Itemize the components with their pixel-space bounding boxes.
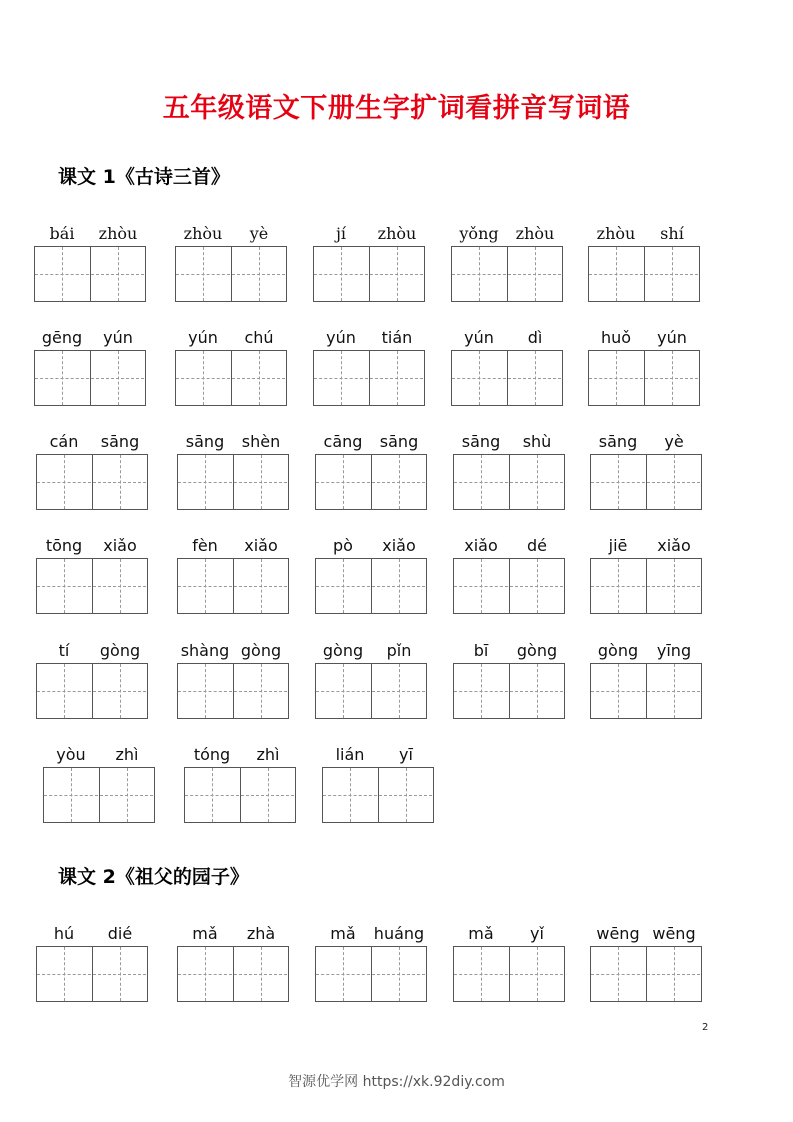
writing-box[interactable] (177, 663, 289, 719)
pinyin-label: jiē (608, 536, 628, 555)
tian-zi-ge-square[interactable] (92, 559, 146, 613)
guide-line-vertical (481, 455, 482, 509)
tian-zi-ge-square[interactable] (371, 559, 425, 613)
guide-line-vertical (674, 455, 675, 509)
tian-zi-ge-square[interactable] (646, 664, 700, 718)
guide-line-vertical (261, 664, 262, 718)
word-cell (177, 924, 289, 981)
writing-box[interactable] (590, 454, 702, 510)
pinyin-label: sāng (185, 432, 225, 451)
writing-box[interactable] (315, 946, 427, 1002)
writing-box[interactable] (588, 246, 700, 302)
tian-zi-ge-square[interactable] (591, 559, 645, 613)
guide-line-vertical (616, 247, 617, 301)
guide-line-vertical (261, 559, 262, 613)
guide-line-vertical (127, 768, 128, 822)
tian-zi-ge-square[interactable] (176, 351, 230, 405)
tian-zi-ge-square[interactable] (35, 247, 89, 301)
word-cell (315, 924, 427, 981)
pinyin-label: zhòu (98, 224, 138, 243)
pinyin-label: mǎ (330, 924, 356, 943)
tian-zi-ge-square[interactable] (644, 247, 698, 301)
pinyin-label: pǐn (386, 641, 412, 660)
pinyin-label: yún (188, 328, 218, 347)
pinyin-label: gòng (597, 641, 639, 660)
page-title: 五年级语文下册生字扩词看拼音写词语 (162, 93, 631, 124)
tian-zi-ge-square[interactable] (369, 351, 423, 405)
guide-line-vertical (212, 768, 213, 822)
tian-zi-ge-square[interactable] (454, 559, 508, 613)
tian-zi-ge-square[interactable] (44, 768, 98, 822)
tian-zi-ge-square[interactable] (454, 664, 508, 718)
guide-line-vertical (268, 768, 269, 822)
pinyin-label: cán (49, 432, 79, 451)
writing-box[interactable] (313, 350, 425, 406)
word-cell (184, 745, 296, 802)
tian-zi-ge-square[interactable] (316, 664, 370, 718)
tian-zi-ge-square[interactable] (454, 455, 508, 509)
guide-line-vertical (479, 247, 480, 301)
guide-line-vertical (537, 947, 538, 1001)
guide-line-vertical (672, 247, 673, 301)
word-cell (453, 641, 565, 698)
pinyin-label: bái (49, 224, 75, 243)
pinyin-label: lián (335, 745, 365, 764)
tian-zi-ge-square[interactable] (507, 351, 561, 405)
word-cell (451, 224, 563, 281)
guide-line-vertical (535, 351, 536, 405)
pinyin-label: yún (464, 328, 494, 347)
guide-line-vertical (118, 351, 119, 405)
tian-zi-ge-square[interactable] (233, 455, 287, 509)
guide-line-vertical (618, 664, 619, 718)
word-cell (315, 536, 427, 593)
word-cell (590, 536, 702, 593)
pinyin-label: yòu (56, 745, 86, 764)
pinyin-label: yún (657, 328, 687, 347)
tian-zi-ge-square[interactable] (99, 768, 153, 822)
guide-line-vertical (399, 455, 400, 509)
guide-line-vertical (674, 664, 675, 718)
writing-box[interactable] (322, 767, 434, 823)
word-cell (34, 328, 146, 385)
writing-box[interactable] (590, 558, 702, 614)
tian-zi-ge-square[interactable] (591, 664, 645, 718)
tian-zi-ge-square[interactable] (231, 247, 285, 301)
pinyin-label: zhòu (183, 224, 223, 243)
word-cell (315, 432, 427, 489)
tian-zi-ge-square[interactable] (176, 247, 230, 301)
writing-box[interactable] (36, 663, 148, 719)
lesson-1-heading: 课文 1《古诗三首》 (58, 166, 230, 188)
pinyin-label: zhì (256, 745, 280, 764)
pinyin-label: shí (660, 224, 684, 243)
tian-zi-ge-square[interactable] (37, 455, 91, 509)
pinyin-label: zhà (246, 924, 276, 943)
guide-line-vertical (399, 664, 400, 718)
pinyin-label: bī (473, 641, 489, 660)
guide-line-vertical (62, 247, 63, 301)
pinyin-label: xiǎo (244, 536, 278, 555)
tian-zi-ge-square[interactable] (591, 455, 645, 509)
guide-line-vertical (537, 559, 538, 613)
tian-zi-ge-square[interactable] (316, 947, 370, 1001)
pinyin-label: wēng (652, 924, 696, 943)
tian-zi-ge-square[interactable] (178, 664, 232, 718)
writing-box[interactable] (590, 663, 702, 719)
tian-zi-ge-square[interactable] (454, 947, 508, 1001)
pinyin-label: sāng (100, 432, 140, 451)
pinyin-label: dié (107, 924, 133, 943)
tian-zi-ge-square[interactable] (509, 947, 563, 1001)
guide-line-vertical (205, 664, 206, 718)
guide-line-vertical (205, 455, 206, 509)
writing-box[interactable] (184, 767, 296, 823)
writing-box[interactable] (34, 246, 146, 302)
tian-zi-ge-square[interactable] (90, 351, 144, 405)
writing-box[interactable] (36, 558, 148, 614)
tian-zi-ge-square[interactable] (240, 768, 294, 822)
writing-box[interactable] (453, 946, 565, 1002)
guide-line-vertical (343, 947, 344, 1001)
pinyin-label: tián (381, 328, 413, 347)
tian-zi-ge-square[interactable] (371, 947, 425, 1001)
word-cell (451, 328, 563, 385)
word-cell (36, 432, 148, 489)
guide-line-vertical (350, 768, 351, 822)
writing-box[interactable] (43, 767, 155, 823)
tian-zi-ge-square[interactable] (452, 247, 506, 301)
word-cell (322, 745, 434, 802)
pinyin-label: yīng (656, 641, 692, 660)
tian-zi-ge-square[interactable] (37, 559, 91, 613)
writing-box[interactable] (453, 663, 565, 719)
tian-zi-ge-square[interactable] (314, 247, 368, 301)
word-cell (590, 924, 702, 981)
word-cell (175, 328, 287, 385)
guide-line-vertical (399, 559, 400, 613)
writing-box[interactable] (315, 663, 427, 719)
writing-box[interactable] (453, 558, 565, 614)
pinyin-label: yè (664, 432, 684, 451)
pinyin-label: sāng (598, 432, 638, 451)
word-cell (43, 745, 155, 802)
word-cell (453, 924, 565, 981)
guide-line-vertical (62, 351, 63, 405)
pinyin-label: sāng (379, 432, 419, 451)
word-cell (453, 432, 565, 489)
word-cell (177, 432, 289, 489)
pinyin-label: yǒng (459, 224, 499, 243)
page-number: 2 (702, 1022, 709, 1033)
tian-zi-ge-square[interactable] (369, 247, 423, 301)
writing-box[interactable] (34, 350, 146, 406)
guide-line-vertical (674, 559, 675, 613)
writing-box[interactable] (177, 558, 289, 614)
tian-zi-ge-square[interactable] (178, 947, 232, 1001)
guide-line-vertical (120, 559, 121, 613)
pinyin-label: gòng (516, 641, 558, 660)
pinyin-label: wēng (596, 924, 640, 943)
pinyin-label: huǒ (600, 328, 632, 347)
pinyin-label: sāng (461, 432, 501, 451)
writing-box[interactable] (588, 350, 700, 406)
tian-zi-ge-square[interactable] (371, 455, 425, 509)
tian-zi-ge-square[interactable] (314, 351, 368, 405)
guide-line-vertical (64, 664, 65, 718)
word-cell (177, 536, 289, 593)
guide-line-vertical (616, 351, 617, 405)
tian-zi-ge-square[interactable] (509, 455, 563, 509)
guide-line-vertical (406, 768, 407, 822)
pinyin-label: shù (522, 432, 552, 451)
guide-line-vertical (259, 247, 260, 301)
guide-line-vertical (481, 559, 482, 613)
tian-zi-ge-square[interactable] (185, 768, 239, 822)
guide-line-vertical (341, 351, 342, 405)
pinyin-label: dì (527, 328, 543, 347)
tian-zi-ge-square[interactable] (316, 559, 370, 613)
writing-box[interactable] (590, 946, 702, 1002)
pinyin-label: fèn (192, 536, 218, 555)
writing-box[interactable] (36, 454, 148, 510)
pinyin-label: yún (326, 328, 356, 347)
word-cell (36, 924, 148, 981)
writing-box[interactable] (36, 946, 148, 1002)
guide-line-vertical (203, 351, 204, 405)
guide-line-vertical (399, 947, 400, 1001)
pinyin-label: shèn (241, 432, 281, 451)
writing-box[interactable] (177, 454, 289, 510)
tian-zi-ge-square[interactable] (323, 768, 377, 822)
tian-zi-ge-square[interactable] (452, 351, 506, 405)
pinyin-label: jí (335, 224, 347, 243)
word-cell (315, 641, 427, 698)
tian-zi-ge-square[interactable] (233, 947, 287, 1001)
footer-watermark: 智源优学网 https://xk.92diy.com (288, 1074, 505, 1090)
writing-box[interactable] (315, 454, 427, 510)
guide-line-vertical (343, 664, 344, 718)
word-cell (313, 328, 425, 385)
pinyin-label: hú (53, 924, 75, 943)
tian-zi-ge-square[interactable] (231, 351, 285, 405)
guide-line-vertical (205, 947, 206, 1001)
guide-line-vertical (261, 455, 262, 509)
pinyin-label: zhòu (515, 224, 555, 243)
word-cell (313, 224, 425, 281)
tian-zi-ge-square[interactable] (178, 455, 232, 509)
tian-zi-ge-square[interactable] (589, 351, 643, 405)
guide-line-vertical (203, 247, 204, 301)
tian-zi-ge-square[interactable] (92, 664, 146, 718)
pinyin-label: xiǎo (103, 536, 137, 555)
guide-line-vertical (397, 247, 398, 301)
pinyin-label: zhòu (596, 224, 636, 243)
guide-line-vertical (71, 768, 72, 822)
guide-line-vertical (537, 455, 538, 509)
pinyin-label: mǎ (468, 924, 494, 943)
guide-line-vertical (618, 947, 619, 1001)
guide-line-vertical (64, 455, 65, 509)
tian-zi-ge-square[interactable] (371, 664, 425, 718)
pinyin-label: yún (103, 328, 133, 347)
tian-zi-ge-square[interactable] (316, 455, 370, 509)
writing-box[interactable] (175, 246, 287, 302)
tian-zi-ge-square[interactable] (644, 351, 698, 405)
word-cell (34, 224, 146, 281)
word-cell (588, 328, 700, 385)
tian-zi-ge-square[interactable] (37, 947, 91, 1001)
guide-line-vertical (64, 947, 65, 1001)
pinyin-label: xiǎo (657, 536, 691, 555)
pinyin-label: gòng (240, 641, 282, 660)
pinyin-label: gēng (41, 328, 83, 347)
word-cell (590, 432, 702, 489)
tian-zi-ge-square[interactable] (178, 559, 232, 613)
guide-line-vertical (397, 351, 398, 405)
pinyin-label: zhì (115, 745, 139, 764)
guide-line-vertical (120, 947, 121, 1001)
pinyin-label: tōng (45, 536, 83, 555)
guide-line-vertical (205, 559, 206, 613)
tian-zi-ge-square[interactable] (507, 247, 561, 301)
guide-line-vertical (118, 247, 119, 301)
guide-line-vertical (343, 455, 344, 509)
tian-zi-ge-square[interactable] (378, 768, 432, 822)
tian-zi-ge-square[interactable] (646, 559, 700, 613)
guide-line-vertical (481, 947, 482, 1001)
pinyin-label: tí (58, 641, 70, 660)
pinyin-label: tóng (193, 745, 231, 764)
guide-line-vertical (481, 664, 482, 718)
writing-box[interactable] (315, 558, 427, 614)
word-cell (590, 641, 702, 698)
lesson-2-heading: 课文 2《祖父的园子》 (58, 866, 249, 888)
pinyin-label: xiǎo (464, 536, 498, 555)
pinyin-label: mǎ (192, 924, 218, 943)
pinyin-label: xiǎo (382, 536, 416, 555)
guide-line-vertical (343, 559, 344, 613)
tian-zi-ge-square[interactable] (589, 247, 643, 301)
writing-box[interactable] (175, 350, 287, 406)
writing-box[interactable] (453, 454, 565, 510)
pinyin-label: zhòu (377, 224, 417, 243)
word-cell (177, 641, 289, 698)
pinyin-label: yī (399, 745, 413, 764)
guide-line-vertical (120, 664, 121, 718)
guide-line-vertical (64, 559, 65, 613)
tian-zi-ge-square[interactable] (92, 455, 146, 509)
word-cell (36, 641, 148, 698)
guide-line-vertical (120, 455, 121, 509)
word-cell (175, 224, 287, 281)
pinyin-label: gòng (322, 641, 364, 660)
pinyin-label: chú (244, 328, 274, 347)
pinyin-label: shàng (180, 641, 230, 660)
writing-box[interactable] (451, 246, 563, 302)
guide-line-vertical (341, 247, 342, 301)
tian-zi-ge-square[interactable] (92, 947, 146, 1001)
word-cell (588, 224, 700, 281)
guide-line-vertical (674, 947, 675, 1001)
guide-line-vertical (672, 351, 673, 405)
pinyin-label: yǐ (530, 924, 544, 943)
tian-zi-ge-square[interactable] (35, 351, 89, 405)
writing-box[interactable] (177, 946, 289, 1002)
guide-line-vertical (537, 664, 538, 718)
guide-line-vertical (535, 247, 536, 301)
tian-zi-ge-square[interactable] (646, 455, 700, 509)
pinyin-label: cāng (323, 432, 363, 451)
pinyin-label: gòng (99, 641, 141, 660)
writing-box[interactable] (313, 246, 425, 302)
tian-zi-ge-square[interactable] (591, 947, 645, 1001)
writing-box[interactable] (451, 350, 563, 406)
guide-line-vertical (261, 947, 262, 1001)
tian-zi-ge-square[interactable] (646, 947, 700, 1001)
tian-zi-ge-square[interactable] (509, 664, 563, 718)
pinyin-label: huáng (373, 924, 425, 943)
tian-zi-ge-square[interactable] (233, 559, 287, 613)
guide-line-vertical (618, 559, 619, 613)
guide-line-vertical (259, 351, 260, 405)
tian-zi-ge-square[interactable] (509, 559, 563, 613)
pinyin-label: pò (333, 536, 353, 555)
word-cell (36, 536, 148, 593)
tian-zi-ge-square[interactable] (90, 247, 144, 301)
pinyin-label: dé (527, 536, 547, 555)
guide-line-vertical (479, 351, 480, 405)
pinyin-label: yè (249, 224, 269, 243)
tian-zi-ge-square[interactable] (37, 664, 91, 718)
tian-zi-ge-square[interactable] (233, 664, 287, 718)
word-cell (453, 536, 565, 593)
guide-line-vertical (618, 455, 619, 509)
